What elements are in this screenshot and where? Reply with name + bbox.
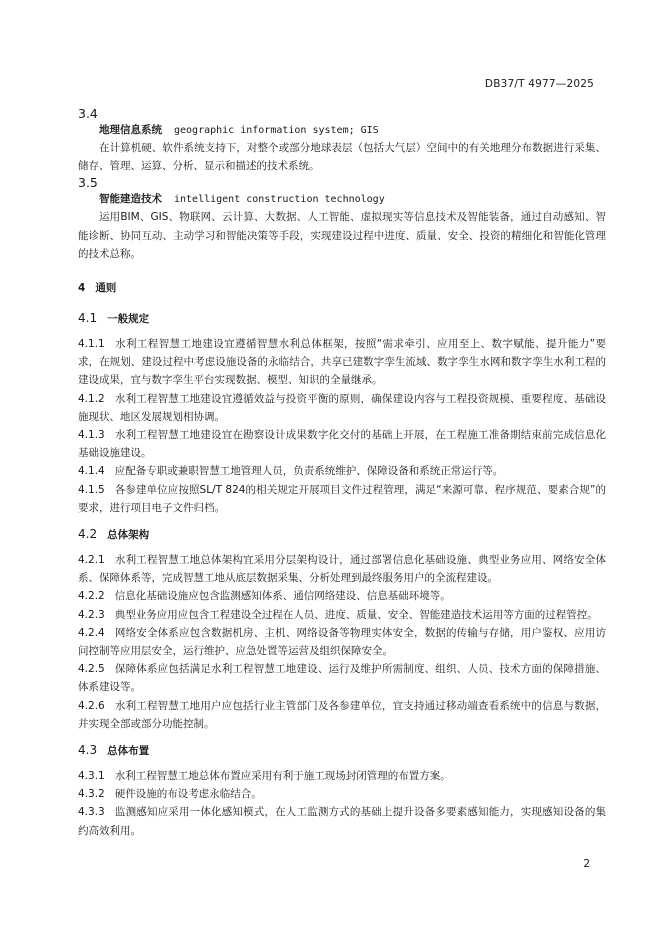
clause-text: 信息化基础设施应包含监测感知体系、通信网络建设、信息基础环境等。 — [114, 590, 451, 603]
clause-text: 应配备专职或兼职智慧工地管理人员，负责系统维护、保障设备和系统正常运行等。 — [114, 465, 504, 478]
clause-text: 网络安全体系应包含数据机房、主机、网络设备等物理实体安全，数据的传输与存储，用户鉴权、应用访问控制等应用层安全，运行维护、应急处置等运营及组织保障安全。 — [78, 626, 606, 658]
clause-text: 水利工程智慧工地用户应包括行业主管部门及各参建单位，宜支持通过移动端查看系统中的信息与数据，并实现全部或部分功能控制。 — [78, 699, 606, 730]
page-content — [78, 106, 606, 840]
section-title: 一般规定 — [107, 313, 150, 326]
section-number: 4.1 — [78, 311, 98, 326]
clause — [78, 335, 606, 390]
clause-number: 4.2.6 — [78, 699, 105, 712]
clause — [78, 426, 606, 462]
clause-number: 4.1.1 — [78, 338, 105, 351]
clause — [78, 551, 606, 587]
term-english: geographic information system; GIS — [174, 125, 379, 136]
chapter-heading — [78, 279, 606, 297]
term-chinese: 智能建造技术 — [99, 193, 162, 206]
clause — [78, 587, 606, 605]
clause-number: 4.1.3 — [78, 429, 105, 442]
clause-text: 各参建单位应按照SL/T 824的相关规定开展项目文件过程管理，满足“来源可靠、程序规范、要素合规”的要求，进行项目电子文件归档。 — [78, 483, 606, 514]
clause-text: 监测感知应采用一体化感知模式，在人工监测方式的基础上提升设备多要素感知能力，实现感知设备的集约高效利用。 — [78, 806, 606, 837]
clause-number: 4.1.4 — [78, 465, 105, 478]
clause-number: 4.3.2 — [78, 788, 105, 801]
term-definition: 在计算机硬、软件系统支持下，对整个或部分地球表层（包括大气层）空间中的有关地理分布数据进行采集、储存、管理、运算、分析、显示和描述的技术系统。 — [78, 142, 606, 173]
clause — [78, 390, 606, 426]
clause-text: 硬件设施的布设考虑永临结合。 — [114, 788, 262, 801]
clause-text: 水利工程智慧工地总体布置应采用有利于施工现场封闭管理的布置方案。 — [114, 770, 451, 783]
section-number: 4.2 — [78, 527, 98, 542]
clause — [78, 481, 606, 517]
clause — [78, 767, 606, 785]
clause-text: 水利工程智慧工地建设宜遵循智慧水利总体框架，按照“需求牵引、应用至上、数字赋能、提升能力”要求，在规划、建设过程中考虑设施设备的永临结合，共享已建数字孪生流域、数字孪生水网和数字孪生水利工程的建设成果，宜与数字孪生平台实现数据、模型、知识的全量继承。 — [78, 338, 606, 387]
term-number: 3.5 — [78, 175, 98, 191]
term-number: 3.4 — [78, 106, 98, 121]
clause-number: 4.2.4 — [78, 626, 105, 639]
page-number: 2 — [583, 858, 590, 870]
clause-number: 4.3.1 — [78, 770, 105, 783]
section-title: 总体布置 — [107, 745, 150, 758]
chapter-number: 4 — [78, 282, 86, 295]
clause — [78, 697, 606, 733]
clause — [78, 462, 606, 480]
section-heading — [78, 309, 606, 327]
clause-number: 4.2.5 — [78, 663, 105, 676]
clause-text: 典型业务应用应包含工程建设全过程在人员、进度、质量、安全、智能建造技术运用等方面的过程管控。 — [114, 608, 598, 621]
term-definition: 运用BIM、GIS、物联网、云计算、大数据、人工智能、虚拟现实等信息技术及智能装备，通过自动感知、智能诊断、协同互动、主动学习和智能决策等手段，实现建设过程中进度、质量、安全、投资的精细化和智能化管理的技术总称。 — [78, 211, 606, 260]
section-heading — [78, 525, 606, 543]
term-chinese: 地理信息系统 — [99, 124, 162, 136]
clause-text: 水利工程智慧工地建设宜遵循效益与投资平衡的原则，确保建设内容与工程投资规模、重要程度、基础设施现状、地区发展规划相协调。 — [78, 392, 606, 423]
term-entry — [78, 175, 606, 263]
clause-number: 4.1.2 — [78, 392, 105, 405]
chapter-title: 通则 — [95, 282, 117, 295]
clause-number: 4.3.3 — [78, 806, 105, 819]
clause-text: 保障体系应包括满足水利工程智慧工地建设、运行及维护所需制度、组织、人员、技术方面的保障措施、体系建设等。 — [78, 663, 606, 694]
term-title-row — [78, 122, 606, 139]
clause — [78, 624, 606, 660]
section-heading — [78, 741, 606, 759]
term-entry — [78, 106, 606, 175]
clause-number: 4.2.2 — [78, 590, 105, 603]
term-english: intelligent construction technology — [174, 194, 385, 206]
clause-text: 水利工程智慧工地总体架构宜采用分层架构设计，通过部署信息化基础设施、典型业务应用、网络安全体系、保障体系等，完成智慧工地从底层数据采集、分析处理到最终服务用户的全流程建设。 — [78, 554, 606, 585]
clause-text: 水利工程智慧工地建设宜在勘察设计成果数字化交付的基础上开展，在工程施工准备期结束前完成信息化基础设施建设。 — [78, 429, 606, 460]
clause-number: 4.1.5 — [78, 483, 105, 496]
clause — [78, 803, 606, 839]
clause-number: 4.2.3 — [78, 608, 105, 621]
clause — [78, 660, 606, 696]
standard-code: DB37/T 4977—2025 — [484, 78, 594, 90]
clause — [78, 606, 606, 624]
clause — [78, 785, 606, 803]
clause-number: 4.2.1 — [78, 554, 105, 567]
section-title: 总体架构 — [107, 529, 150, 542]
term-title-row — [78, 191, 606, 208]
section-number: 4.3 — [78, 743, 98, 758]
